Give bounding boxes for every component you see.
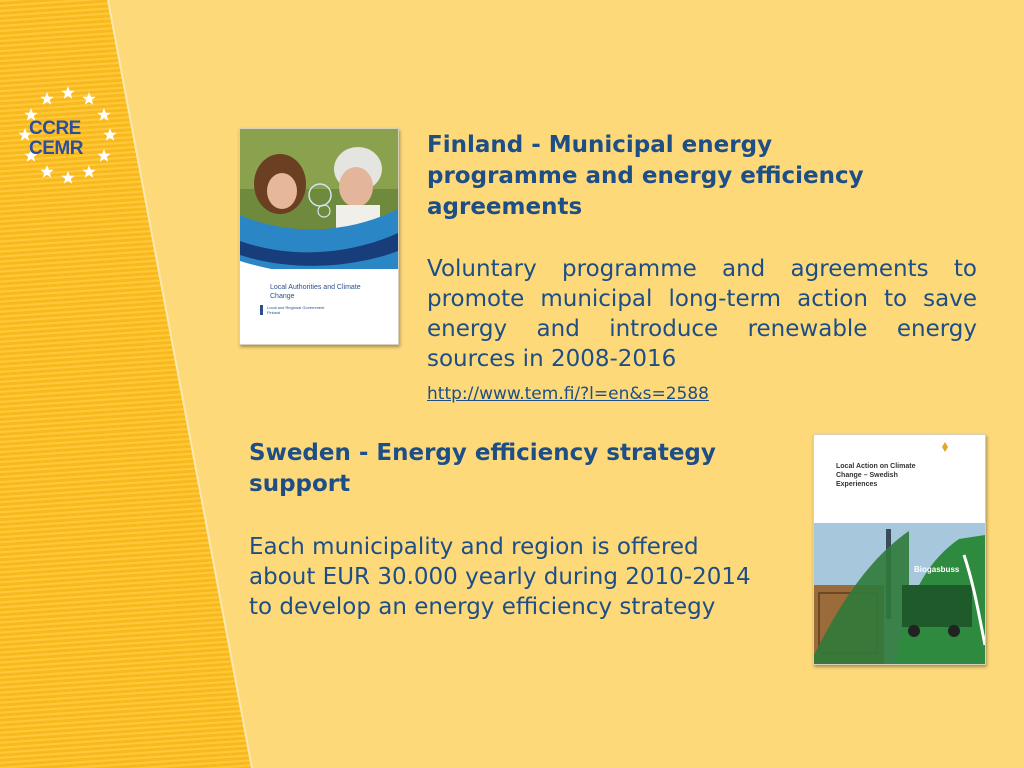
finland-cover-title: Local Authorities and Climate Change bbox=[270, 284, 361, 300]
finland-description: Voluntary programme and agreements to promote municipal long-term action to save energy and introduce renewable energy sources in 2008-2016 bbox=[427, 256, 977, 372]
logo-text bbox=[29, 119, 83, 159]
sweden-cover-bus-label: Biogasbuss bbox=[914, 565, 960, 574]
sweden-brochure-cover bbox=[813, 434, 986, 665]
sweden-cover-title: Local Action on Climate Change – Swedish Experiences bbox=[836, 463, 916, 488]
sweden-description: Each municipality and region is offered about EUR 30.000 yearly during 2010-2014 to develop an energy efficiency strategy bbox=[249, 534, 751, 620]
finland-brochure-cover bbox=[239, 128, 399, 345]
logo-line-ccre: CCRE bbox=[29, 118, 81, 139]
sweden-heading: Sweden - Energy efficiency strategy support bbox=[249, 440, 716, 497]
logo-line-cemr: CEMR bbox=[29, 138, 83, 159]
finland-link[interactable]: http://www.tem.fi/?l=en&s=2588 bbox=[427, 384, 710, 404]
finland-cover-subtitle: Local and Regional Government Finland bbox=[267, 305, 325, 315]
finland-heading: Finland - Municipal energy programme and energy efficiency agreements bbox=[427, 132, 864, 220]
